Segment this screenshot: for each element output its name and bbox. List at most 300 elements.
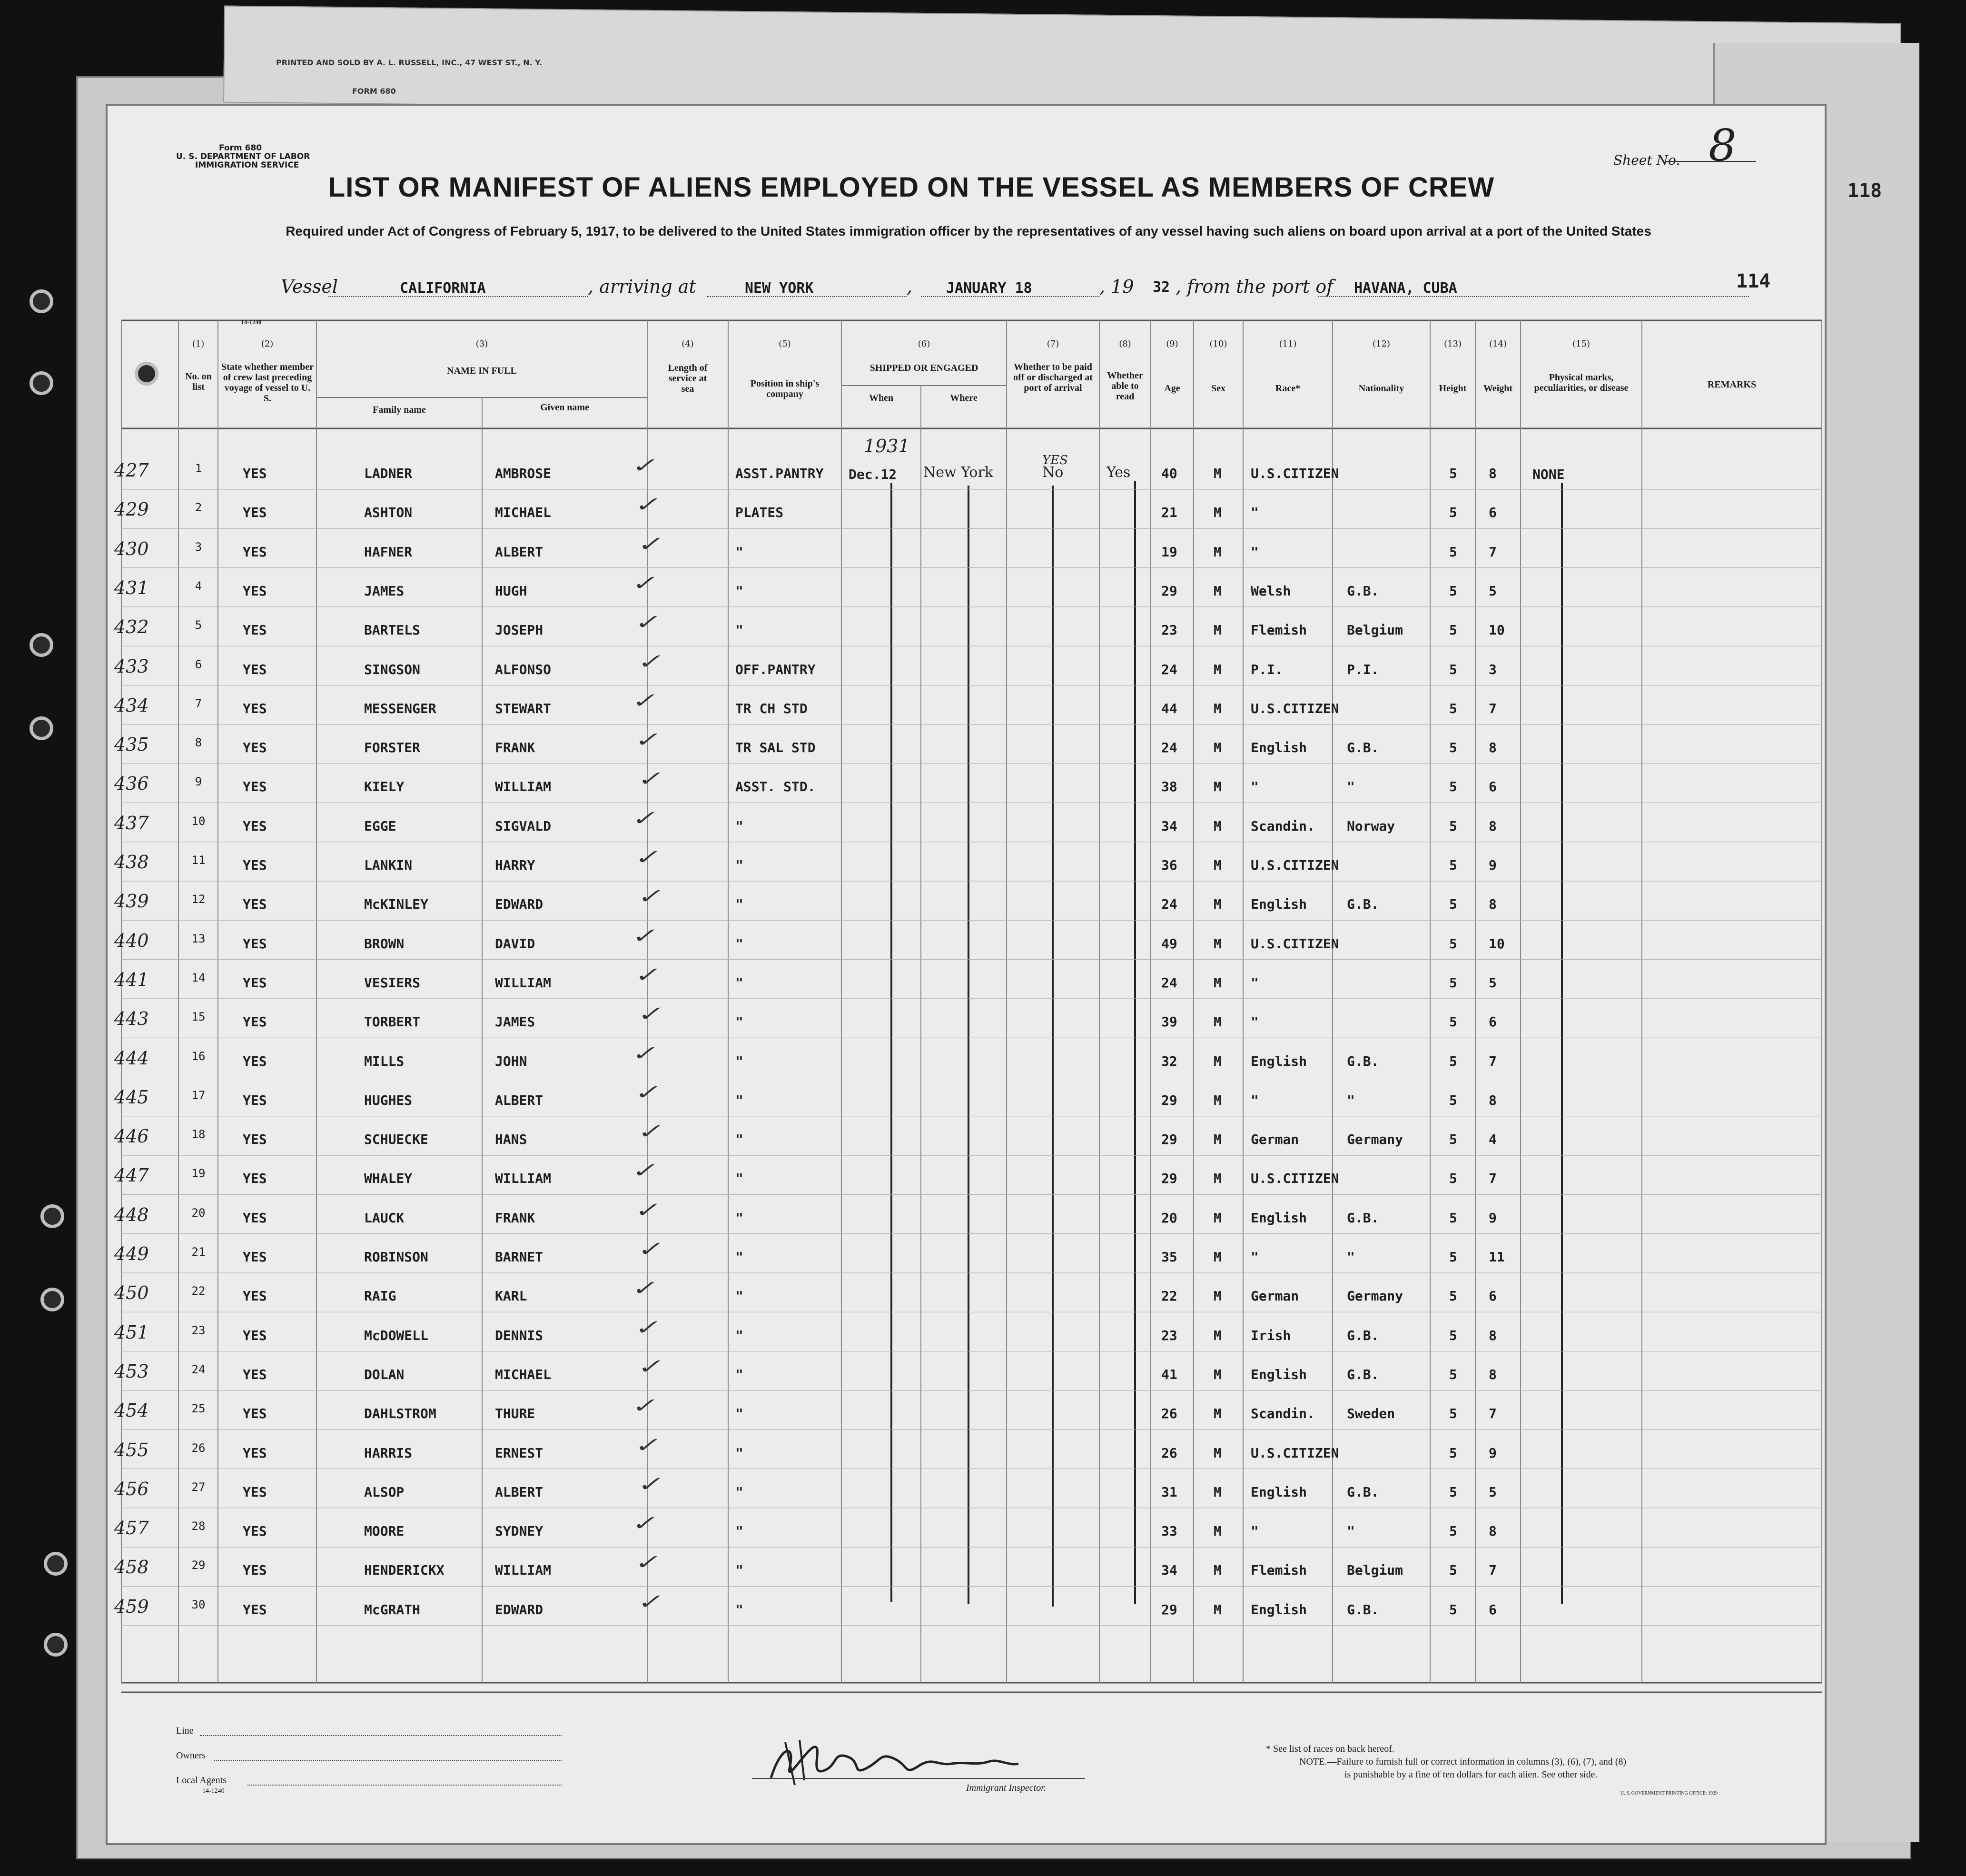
cell-given: ALFONSO: [495, 661, 552, 677]
cell-age: 26: [1161, 1406, 1177, 1422]
vessel-name: CALIFORNIA: [400, 280, 486, 297]
cell-given: WILLIAM: [495, 1171, 552, 1187]
footer-line-fill: [200, 1735, 562, 1736]
header-remarks: REMARKS: [1707, 379, 1757, 390]
binder-hole-icon: [44, 1552, 68, 1576]
arrival-year: 32: [1153, 279, 1170, 296]
column-number: (6): [918, 339, 930, 349]
cell-h: 5: [1449, 740, 1457, 756]
cell-state: YES: [243, 466, 267, 481]
check-mark-icon: ✓: [629, 1198, 663, 1222]
cell-no: 19: [191, 1167, 206, 1181]
cell-no: 10: [191, 814, 206, 828]
cell-given: MICHAEL: [495, 505, 552, 521]
comma: ,: [907, 276, 913, 297]
cell-family: LANKIN: [364, 857, 413, 873]
header-length: Length of service at sea: [668, 363, 708, 394]
cell-given: ALBERT: [495, 1092, 543, 1108]
cell-race: Flemish: [1251, 622, 1307, 638]
cell-race: ": [1251, 974, 1259, 991]
handwritten-list-number: 453: [114, 1360, 149, 1382]
cell-family: VESIERS: [364, 974, 421, 991]
cell-family: DAHLSTROM: [364, 1406, 436, 1422]
cell-family: JAMES: [364, 583, 405, 599]
cell-no: 9: [195, 775, 202, 789]
cell-position: OFF.PANTRY: [735, 661, 816, 677]
cell-sex: M: [1214, 466, 1222, 481]
cell-position: ": [735, 583, 743, 599]
cell-age: 19: [1161, 544, 1177, 560]
form-id: [176, 144, 310, 169]
footer-agents-label: Local Agents: [176, 1775, 227, 1786]
cell-position: ": [735, 896, 743, 913]
cell-position: ": [735, 935, 743, 952]
cell-nat: Germany: [1347, 1132, 1403, 1148]
cell-position: ": [735, 818, 743, 834]
cell-state: YES: [243, 1053, 267, 1069]
handwritten-list-number: 437: [114, 812, 149, 834]
cell-no: 18: [191, 1128, 206, 1141]
cell-nat: G.B.: [1347, 1210, 1379, 1226]
cell-position: ": [735, 1406, 743, 1422]
handwritten-list-number: 459: [114, 1596, 149, 1617]
handwritten-list-number: 446: [114, 1126, 149, 1147]
cell-age: 34: [1161, 818, 1177, 834]
cell-w: 6: [1489, 1601, 1497, 1618]
cell-state: YES: [243, 1327, 267, 1343]
column-number: (12): [1373, 339, 1390, 349]
cell-family: HUGHES: [364, 1092, 413, 1108]
cell-race: Scandin.: [1251, 1406, 1315, 1422]
cell-nat: Germany: [1347, 1288, 1403, 1304]
binder-hole-icon: [30, 716, 53, 740]
cell-state: YES: [243, 1523, 267, 1539]
column-number: (14): [1489, 339, 1507, 349]
cell-sex: M: [1214, 740, 1222, 756]
sheet-number: 8: [1709, 120, 1737, 171]
handwritten-list-number: 454: [114, 1400, 149, 1421]
check-mark-icon: ✓: [632, 1590, 666, 1614]
check-mark-icon: ✓: [626, 689, 660, 713]
cell-sex: M: [1214, 1210, 1222, 1226]
cell-given: BARNET: [495, 1249, 543, 1265]
cell-h: 5: [1449, 857, 1457, 873]
form-id-line: U. S. DEPARTMENT OF LABOR: [176, 152, 310, 161]
cell-nat: Belgium: [1347, 622, 1403, 638]
cell-race: English: [1251, 740, 1307, 756]
column-number: (13): [1444, 339, 1462, 349]
cell-race: U.S.CITIZEN: [1251, 466, 1339, 481]
handwritten-list-number: 436: [114, 773, 149, 794]
cell-h: 5: [1449, 622, 1457, 638]
handwritten-list-number: 445: [114, 1086, 149, 1108]
cell-h: 5: [1449, 1171, 1457, 1187]
cell-position: TR SAL STD: [735, 740, 816, 756]
cell-position: ": [735, 1132, 743, 1148]
cell-given: FRANK: [495, 740, 535, 756]
cell-no: 21: [191, 1245, 206, 1259]
cell-no: 28: [191, 1519, 206, 1533]
header-age: Age: [1164, 383, 1180, 394]
cell-position: ASST.PANTRY: [735, 466, 824, 481]
cell-nat: Belgium: [1347, 1562, 1403, 1578]
cell-state: YES: [243, 505, 267, 521]
cell-w: 7: [1489, 700, 1497, 716]
cell-race: English: [1251, 896, 1307, 913]
cell-no: 3: [195, 540, 202, 554]
header-height: Height: [1439, 383, 1467, 394]
cell-family: LADNER: [364, 466, 413, 481]
cell-position: ": [735, 1249, 743, 1265]
cell-age: 22: [1161, 1288, 1177, 1304]
cell-state: YES: [243, 818, 267, 834]
column-number: (7): [1047, 339, 1059, 349]
first-row-paid-hw: YES: [1042, 453, 1068, 467]
cell-w: 6: [1489, 505, 1497, 521]
cell-given: WILLIAM: [495, 974, 552, 991]
handwritten-list-number: 441: [114, 969, 149, 990]
cell-w: 9: [1489, 1210, 1497, 1226]
cell-w: 6: [1489, 779, 1497, 795]
cell-position: ": [735, 1562, 743, 1578]
cell-state: YES: [243, 1210, 267, 1226]
cell-race: English: [1251, 1484, 1307, 1500]
cell-state: YES: [243, 1288, 267, 1304]
cell-given: SYDNEY: [495, 1523, 543, 1539]
column-number: (5): [779, 339, 791, 349]
cell-family: ASHTON: [364, 505, 413, 521]
cell-state: YES: [243, 1445, 267, 1461]
cell-w: 6: [1489, 1288, 1497, 1304]
cell-given: STEWART: [495, 700, 552, 716]
column-number: (2): [261, 339, 274, 349]
cell-position: ": [735, 857, 743, 873]
cell-family: WHALEY: [364, 1171, 413, 1187]
cell-age: 23: [1161, 1327, 1177, 1343]
check-mark-icon: ✓: [626, 924, 660, 948]
cell-given: DENNIS: [495, 1327, 543, 1343]
cell-family: SCHUECKE: [364, 1132, 428, 1148]
cell-sex: M: [1214, 1092, 1222, 1108]
cell-position: ": [735, 622, 743, 638]
cell-w: 11: [1489, 1249, 1505, 1265]
cell-nat: P.I.: [1347, 661, 1379, 677]
cell-h: 5: [1449, 1523, 1457, 1539]
cell-no: 12: [191, 893, 206, 906]
inspector-line: [752, 1778, 1085, 1779]
cell-given: JOSEPH: [495, 622, 543, 638]
cell-family: TORBERT: [364, 1014, 421, 1030]
first-row-when: Dec.12: [849, 467, 897, 482]
cell-h: 5: [1449, 974, 1457, 991]
cell-sex: M: [1214, 700, 1222, 716]
cell-nat: ": [1347, 779, 1355, 795]
header-able-to-read: Whether able to read: [1107, 370, 1143, 402]
cell-sex: M: [1214, 1249, 1222, 1265]
cell-state: YES: [243, 1132, 267, 1148]
cell-state: YES: [243, 740, 267, 756]
header-physical-marks: Physical marks, peculiarities, or disease: [1534, 372, 1629, 393]
handwritten-list-number: 448: [114, 1204, 149, 1225]
cell-h: 5: [1449, 466, 1457, 481]
footer-gpo: U. S. GOVERNMENT PRINTING OFFICE: 1929: [1620, 1791, 1718, 1796]
cell-age: 36: [1161, 857, 1177, 873]
cell-w: 5: [1489, 1484, 1497, 1500]
arriving-label: , arriving at: [588, 276, 696, 297]
cell-age: 26: [1161, 1445, 1177, 1461]
cell-sex: M: [1214, 1132, 1222, 1148]
check-mark-icon: ✓: [632, 767, 666, 791]
cell-no: 20: [191, 1206, 206, 1220]
cell-race: English: [1251, 1366, 1307, 1382]
cell-sex: M: [1214, 544, 1222, 560]
cell-state: YES: [243, 935, 267, 952]
header-name-in-full: NAME IN FULL: [447, 366, 517, 376]
cell-nat: G.B.: [1347, 1366, 1379, 1382]
handwritten-list-number: 427: [114, 460, 149, 481]
cell-position: ": [735, 974, 743, 991]
cell-h: 5: [1449, 700, 1457, 716]
binder-hole-icon: [40, 1204, 64, 1228]
header-where: Where: [950, 393, 978, 403]
cell-race: ": [1251, 779, 1259, 795]
cell-w: 9: [1489, 857, 1497, 873]
cell-sex: M: [1214, 1014, 1222, 1030]
header-race: Race*: [1275, 383, 1301, 394]
column-number: (3): [475, 339, 488, 349]
cell-age: 34: [1161, 1562, 1177, 1578]
check-mark-icon: ✓: [626, 454, 660, 477]
cell-age: 49: [1161, 935, 1177, 952]
footer-owners-label: Owners: [176, 1750, 206, 1761]
cell-sex: M: [1214, 583, 1222, 599]
cell-given: WILLIAM: [495, 779, 552, 795]
cell-w: 3: [1489, 661, 1497, 677]
cell-family: McKINLEY: [364, 896, 428, 913]
footer-note-fine: NOTE.—Failure to furnish full or correct information in columns (3), (6), (7), and (8): [1299, 1757, 1627, 1767]
cell-family: HAFNER: [364, 544, 413, 560]
cell-sex: M: [1214, 1366, 1222, 1382]
footer-owners-fill: [214, 1760, 562, 1761]
cell-no: 13: [191, 932, 206, 945]
cell-h: 5: [1449, 1014, 1457, 1030]
cell-w: 5: [1489, 974, 1497, 991]
cell-no: 1: [195, 462, 202, 475]
cell-state: YES: [243, 1014, 267, 1030]
cell-no: 24: [191, 1362, 206, 1376]
cell-given: HARRY: [495, 857, 535, 873]
cell-family: EGGE: [364, 818, 396, 834]
cell-family: MILLS: [364, 1053, 405, 1069]
arrival-date: JANUARY 18: [946, 280, 1032, 297]
cell-no: 15: [191, 1010, 206, 1024]
header-no-on-list: No. on list: [185, 371, 212, 392]
cell-no: 23: [191, 1323, 206, 1337]
cell-age: 29: [1161, 1132, 1177, 1148]
cell-sex: M: [1214, 974, 1222, 991]
cell-no: 27: [191, 1480, 206, 1494]
cell-position: ": [735, 1327, 743, 1343]
cell-race: Welsh: [1251, 583, 1291, 599]
binder-hole-icon: [30, 371, 53, 395]
cell-given: HANS: [495, 1132, 527, 1148]
cell-h: 5: [1449, 1484, 1457, 1500]
cell-no: 5: [195, 618, 202, 632]
cell-age: 21: [1161, 505, 1177, 521]
cell-sex: M: [1214, 896, 1222, 913]
cell-nat: G.B.: [1347, 1053, 1379, 1069]
cell-race: U.S.CITIZEN: [1251, 1445, 1339, 1461]
first-row-read: Yes: [1106, 464, 1131, 481]
cell-w: 7: [1489, 1053, 1497, 1069]
cell-age: 23: [1161, 622, 1177, 638]
column-number: (8): [1119, 339, 1131, 349]
cell-age: 24: [1161, 896, 1177, 913]
cell-w: 8: [1489, 466, 1497, 481]
cell-position: ": [735, 1053, 743, 1069]
first-row-year: 1931: [864, 436, 910, 457]
cell-state: YES: [243, 1249, 267, 1265]
footer-note-fine-2: is punishable by a fine of ten dollars for each alien. See other side.: [1344, 1769, 1598, 1780]
cell-h: 5: [1449, 1406, 1457, 1422]
cell-state: YES: [243, 1562, 267, 1578]
cell-family: BARTELS: [364, 622, 421, 638]
inspector-label: Immigrant Inspector.: [966, 1783, 1046, 1793]
cell-given: MICHAEL: [495, 1366, 552, 1382]
cell-family: HARRIS: [364, 1445, 413, 1461]
cell-family: ROBINSON: [364, 1249, 428, 1265]
cell-h: 5: [1449, 779, 1457, 795]
cell-w: 7: [1489, 1171, 1497, 1187]
cell-age: 29: [1161, 1601, 1177, 1618]
cell-nat: G.B.: [1347, 740, 1379, 756]
cell-h: 5: [1449, 1445, 1457, 1461]
handwritten-list-number: 443: [114, 1008, 149, 1030]
from-port: HAVANA, CUBA: [1354, 280, 1457, 297]
check-mark-icon: ✓: [626, 1159, 660, 1182]
cell-w: 10: [1489, 622, 1505, 638]
cell-state: YES: [243, 1406, 267, 1422]
handwritten-list-number: 439: [114, 891, 149, 912]
cell-no: 29: [191, 1558, 206, 1572]
handwritten-list-number: 444: [114, 1047, 149, 1069]
column-number: (11): [1279, 339, 1297, 349]
cell-no: 17: [191, 1088, 206, 1102]
cell-state: YES: [243, 700, 267, 716]
cell-race: Scandin.: [1251, 818, 1315, 834]
printer-line: FORM 680: [352, 87, 396, 96]
cell-race: German: [1251, 1288, 1299, 1304]
cell-position: ": [735, 1288, 743, 1304]
handwritten-list-number: 447: [114, 1165, 149, 1186]
cell-position: ": [735, 1445, 743, 1461]
check-mark-icon: ✓: [632, 1237, 666, 1261]
check-mark-icon: ✓: [629, 1316, 663, 1340]
cell-age: 38: [1161, 779, 1177, 795]
cell-h: 5: [1449, 544, 1457, 560]
cell-age: 24: [1161, 661, 1177, 677]
page-subtitle: Required under Act of Congress of February 5, 1917, to be delivered to the United States immigration officer by the representatives of any vessel having such aliens on board upon arrival at a port of the United States: [286, 224, 1651, 238]
header-weight: Weight: [1483, 383, 1513, 394]
cell-age: 39: [1161, 1014, 1177, 1030]
handwritten-list-number: 433: [114, 655, 149, 677]
check-mark-icon: ✓: [626, 1511, 660, 1535]
from-label: , from the port of: [1176, 276, 1334, 297]
column-number: (15): [1572, 339, 1590, 349]
handwritten-list-number: 438: [114, 852, 149, 873]
cell-position: ": [735, 1171, 743, 1187]
cell-family: McGRATH: [364, 1601, 421, 1618]
cell-h: 5: [1449, 896, 1457, 913]
cell-state: YES: [243, 1366, 267, 1382]
cell-w: 10: [1489, 935, 1505, 952]
check-mark-icon: ✓: [632, 1120, 666, 1143]
cell-race: U.S.CITIZEN: [1251, 1171, 1339, 1187]
handwritten-list-number: 456: [114, 1478, 149, 1499]
header-code: 14-1240: [241, 318, 262, 326]
check-mark-icon: ✓: [629, 728, 663, 752]
cell-family: RAIG: [364, 1288, 396, 1304]
cell-nat: G.B.: [1347, 1327, 1379, 1343]
cell-state: YES: [243, 896, 267, 913]
page-title: LIST OR MANIFEST OF ALIENS EMPLOYED ON THE VESSEL AS MEMBERS OF CREW: [328, 172, 1495, 203]
cell-given: FRANK: [495, 1210, 535, 1226]
cell-no: 14: [191, 971, 206, 984]
footer-line-label: Line: [176, 1726, 194, 1736]
cell-given: SIGVALD: [495, 818, 552, 834]
sheet-number-label: Sheet No.: [1613, 152, 1680, 168]
first-row-where: New York: [923, 464, 993, 481]
cell-h: 5: [1449, 1053, 1457, 1069]
cell-no: 26: [191, 1441, 206, 1455]
check-mark-icon: ✓: [632, 1002, 666, 1026]
cell-w: 8: [1489, 740, 1497, 756]
check-mark-icon: ✓: [629, 845, 663, 869]
cell-position: ": [735, 1523, 743, 1539]
cell-given: ERNEST: [495, 1445, 543, 1461]
cell-position: TR CH STD: [735, 700, 808, 716]
binder-hole-icon: [40, 1288, 64, 1311]
handwritten-list-number: 434: [114, 695, 149, 716]
handwritten-list-number: 429: [114, 499, 149, 520]
cell-age: 32: [1161, 1053, 1177, 1069]
cell-given: THURE: [495, 1406, 535, 1422]
header-nationality: Nationality: [1358, 383, 1404, 394]
cell-state: YES: [243, 974, 267, 991]
check-mark-icon: ✓: [626, 1276, 660, 1300]
cell-nat: ": [1347, 1523, 1355, 1539]
cell-family: HENDERICKX: [364, 1562, 445, 1578]
vessel-line: [281, 276, 1709, 305]
cell-given: ALBERT: [495, 1484, 543, 1500]
cell-family: BROWN: [364, 935, 405, 952]
cell-sex: M: [1214, 1445, 1222, 1461]
check-mark-icon: ✓: [632, 1472, 666, 1496]
cell-sex: M: [1214, 505, 1222, 521]
cell-no: 6: [195, 657, 202, 671]
cell-w: 8: [1489, 896, 1497, 913]
cell-state: YES: [243, 779, 267, 795]
cell-h: 5: [1449, 1092, 1457, 1108]
cell-given: KARL: [495, 1288, 527, 1304]
cell-position: ASST. STD.: [735, 779, 816, 795]
cell-state: YES: [243, 1171, 267, 1187]
arriving-port: NEW YORK: [745, 280, 814, 297]
handwritten-list-number: 430: [114, 538, 149, 559]
cell-race: P.I.: [1251, 661, 1283, 677]
handwritten-list-number: 435: [114, 734, 149, 755]
binder-hole-icon: [30, 633, 53, 657]
